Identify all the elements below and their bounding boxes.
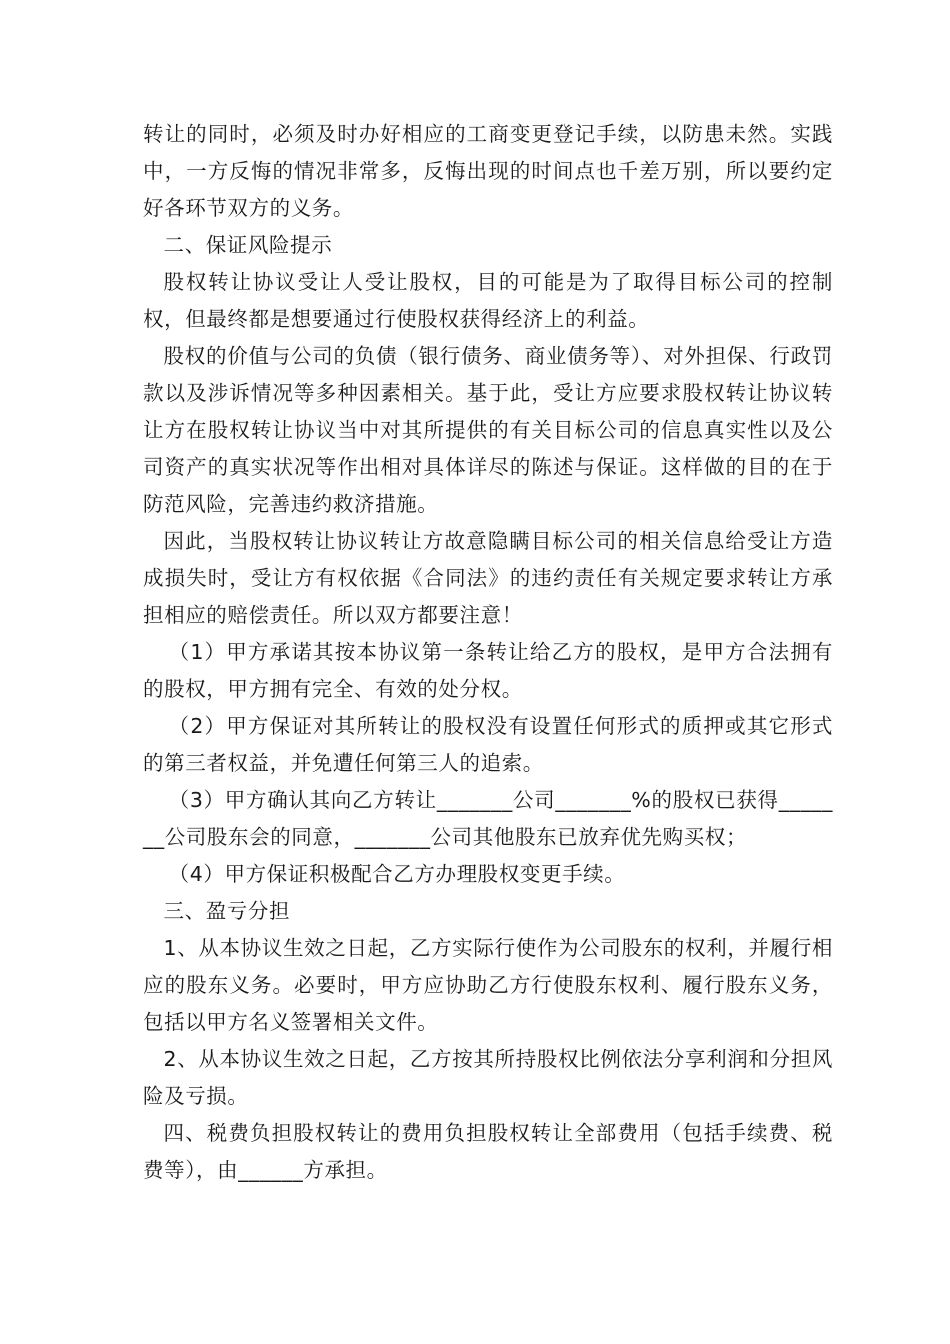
profit-loss-clause-1: 1、从本协议生效之日起，乙方实际行使作为公司股东的权利，并履行相应的股东义务。必要时，甲方应协助乙方行使股东权利、履行股东义务，包括以甲方名义签署相关文件。 [143,936,833,1034]
section-heading-profit-loss: 三、盈亏分担 [163,899,291,923]
clause-item-1: （1）甲方承诺其按本协议第一条转让给乙方的股权，是甲方合法拥有的股权，甲方拥有完全、有效的处分权。 [143,640,833,701]
paragraph-liability: 因此，当股权转让协议转让方故意隐瞒目标公司的相关信息给受让方造成损失时，受让方有权依据《合同法》的违约责任有关规定要求转让方承担相应的赔偿责任。所以双方都要注意！ [143,529,833,627]
clause-item-4: （4）甲方保证积极配合乙方办理股权变更手续。 [168,862,626,886]
clause-item-3: （3）甲方确认其向乙方转让_______公司_______%的股权已获得_______公司股东会的同意，_______公司其他股东已放弃优先购买权； [143,788,833,849]
paragraph-transferee-purpose: 股权转让协议受让人受让股权，目的可能是为了取得目标公司的控制权，但最终都是想要通过行使股权获得经济上的利益。 [143,270,833,331]
section-heading-warranty-risk: 二、保证风险提示 [163,233,333,257]
clause-item-2: （2）甲方保证对其所转让的股权没有设置任何形式的质押或其它形式的第三者权益，并免遭任何第三人的追索。 [143,714,833,775]
section-heading-tax-fees: 四、税费负担股权转让的费用负担股权转让全部费用（包括手续费、税费等），由______方承担。 [143,1121,833,1182]
paragraph-equity-value: 股权的价值与公司的负债（银行债务、商业债务等）、对外担保、行政罚款以及涉诉情况等多种因素相关。基于此，受让方应要求股权转让协议转让方在股权转让协议当中对其所提供的有关目标公司的信息真实性以及公司资产的真实状况等作出相对具体详尽的陈述与保证。这样做的目的在于防范风险，完善违约救济措施。 [143,344,833,516]
paragraph-transfer-procedures: 转让的同时，必须及时办好相应的工商变更登记手续，以防患未然。实践中，一方反悔的情况非常多，反悔出现的时间点也千差万别，所以要约定好各环节双方的义务。 [143,122,833,220]
document-body [143,116,833,1189]
profit-loss-clause-2: 2、从本协议生效之日起，乙方按其所持股权比例依法分享利润和分担风险及亏损。 [143,1047,833,1108]
